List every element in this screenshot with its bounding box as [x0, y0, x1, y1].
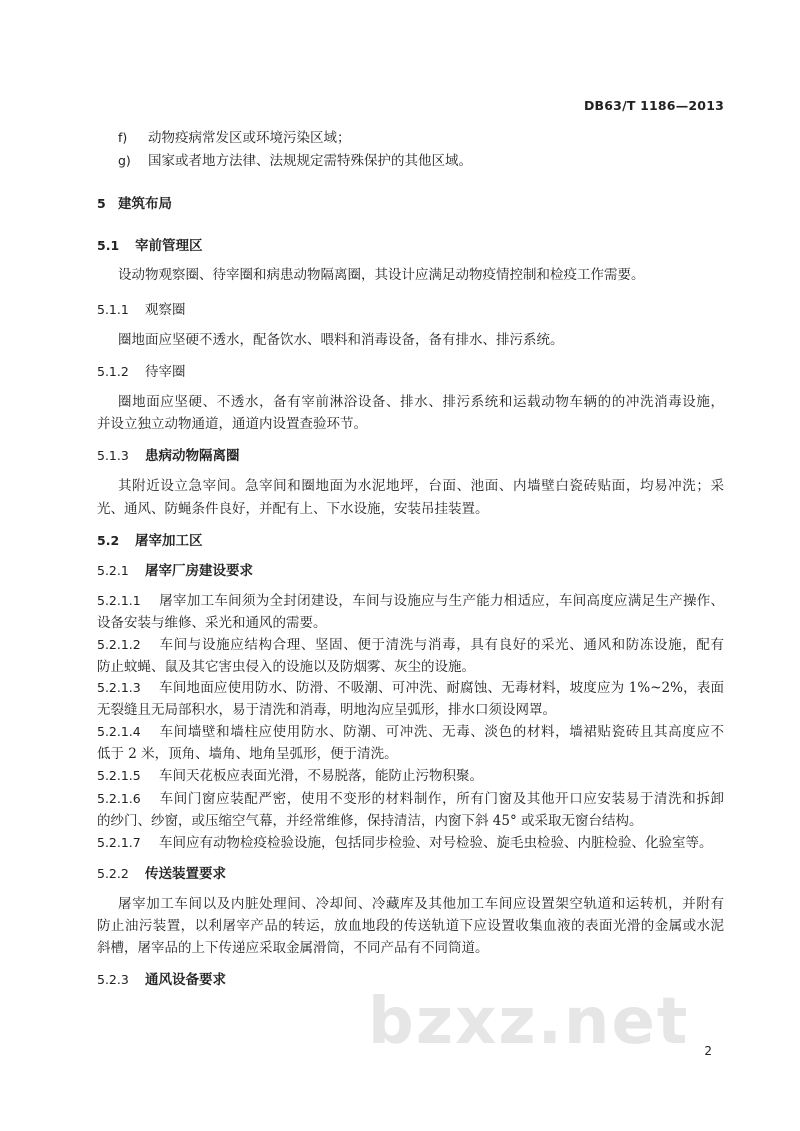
clause-number: 5.2.1.5	[97, 768, 141, 783]
page-number: 2	[704, 1044, 712, 1058]
section-title: 通风设备要求	[145, 972, 226, 988]
section-title: 患病动物隔离圈	[145, 448, 240, 464]
clause-5-2-1-1	[97, 591, 724, 611]
section-5-1-1-heading	[97, 300, 724, 320]
clause-5-2-1-3	[97, 678, 724, 698]
paragraph-line: 并设立独立动物通道，通道内设置查验环节。	[97, 416, 367, 432]
section-title: 屠宰厂房建设要求	[145, 563, 253, 579]
clause-text: 车间与设施应结构合理、坚固、便于清洗与消毒，具有良好的采光、通风和防冻设施，配有	[159, 637, 724, 653]
section-5-1-heading	[97, 236, 724, 256]
section-title: 宰前管理区	[135, 238, 203, 254]
section-title: 传送装置要求	[145, 866, 226, 882]
clause-text: 车间天花板应表面光滑，不易脱落，能防止污物积聚。	[159, 768, 483, 784]
paragraph: 设动物观察圈、待宰圈和病患动物隔离圈，其设计应满足动物疫情控制和检疫工作需要。	[118, 267, 645, 283]
clause-number: 5.2.1.3	[97, 680, 141, 695]
clause-text: 车间应有动物检疫检验设施，包括同步检验、对号检验、旋毛虫检验、内脏检验、化验室等。	[159, 835, 713, 851]
clause-number: 5.2.1.6	[97, 791, 141, 806]
section-title: 观察圈	[145, 302, 186, 318]
section-title: 建筑布局	[118, 196, 172, 212]
paragraph-line: 低于 2 米，顶角、墙角、地角呈弧形，便于清洗。	[97, 746, 398, 762]
list-text: 国家或者地方法律、法规规定需特殊保护的其他区域。	[148, 153, 472, 169]
section-number: 5.1.2	[97, 364, 129, 379]
list-item-g	[118, 151, 724, 171]
clause-number: 5.2.1.1	[97, 593, 141, 608]
paragraph-line: 屠宰加工车间以及内脏处理间、冷却间、冷藏库及其他加工车间应设置架空轨道和运转机，并附有	[118, 896, 724, 912]
section-number: 5.2.2	[97, 866, 129, 881]
section-number: 5.1.1	[97, 302, 129, 317]
section-5-2-1-heading	[97, 561, 724, 581]
list-label: f)	[118, 130, 128, 145]
list-label: g)	[118, 153, 131, 168]
clause-5-2-1-4	[97, 722, 724, 742]
clause-number: 5.2.1.4	[97, 724, 141, 739]
section-number: 5.2	[97, 533, 120, 548]
clause-5-2-1-5	[97, 766, 724, 786]
clause-5-2-1-6	[97, 789, 724, 809]
clause-number: 5.2.1.7	[97, 835, 141, 850]
paragraph-line: 防止蚊蝇、鼠及其它害虫侵入的设施以及防烟雾、灰尘的设施。	[97, 659, 475, 675]
paragraph-line: 的纱门、纱窗，或压缩空气幕，并经常维修，保持清洁，内窗下斜 45° 或采取无窗台结构。	[97, 813, 643, 829]
paragraph-line: 斜槽，屠宰品的上下传递应采取金属滑筒，不同产品有不同筒道。	[97, 940, 489, 956]
section-number: 5.2.3	[97, 972, 129, 987]
section-number: 5.2.1	[97, 563, 129, 578]
clause-text: 车间门窗应装配严密，使用不变形的材料制作，所有门窗及其他开口应安装易于清洗和拆卸	[159, 791, 724, 807]
section-title: 屠宰加工区	[135, 533, 203, 549]
clause-5-2-1-2	[97, 635, 724, 655]
section-number: 5.1	[97, 238, 120, 253]
watermark: bzxz.net	[368, 985, 690, 1059]
paragraph-line: 光、通风、防蝇条件良好，并配有上、下水设施，安装吊挂装置。	[97, 501, 489, 517]
paragraph-line: 无裂缝且无局部积水，易于清洗和消毒，明地沟应呈弧形，排水口须设网罩。	[97, 702, 556, 718]
section-title: 待宰圈	[145, 364, 186, 380]
paragraph-line: 圈地面应坚硬、不透水，备有宰前淋浴设备、排水、排污系统和运载动物车辆的的冲洗消毒设施，	[118, 394, 724, 410]
section-5-1-2-heading	[97, 362, 724, 382]
paragraph-line: 防止油污装置，以利屠宰产品的转运，放血地段的传送轨道下应设置收集血液的表面光滑的金属或水泥	[97, 918, 724, 934]
list-text: 动物疫病常发区或环境污染区域；	[148, 130, 351, 146]
document-code: DB63/T 1186—2013	[583, 98, 724, 113]
paragraph: 圈地面应坚硬不透水，配备饮水、喂料和消毒设备，备有排水、排污系统。	[118, 332, 564, 348]
clause-text: 屠宰加工车间须为全封闭建设，车间与设施应与生产能力相适应，车间高度应满足生产操作、	[159, 593, 724, 609]
section-5-2-2-heading	[97, 864, 724, 884]
section-number: 5.1.3	[97, 448, 129, 463]
section-5-1-3-heading	[97, 446, 724, 466]
section-5-2-heading	[97, 531, 724, 551]
clause-text: 车间地面应使用防水、防滑、不吸潮、可冲洗、耐腐蚀、无毒材料，坡度应为 1%~2%，表面	[159, 680, 724, 696]
clause-text: 车间墙壁和墙柱应使用防水、防潮、可冲洗、无毒、淡色的材料，墙裙贴瓷砖且其高度应不	[159, 724, 724, 740]
paragraph-line: 其附近设立急宰间。急宰间和圈地面为水泥地坪，台面、池面、内墙壁白瓷砖贴面，均易冲洗；采	[118, 478, 724, 494]
list-item-f	[118, 128, 724, 148]
section-number: 5	[97, 196, 106, 211]
clause-number: 5.2.1.2	[97, 637, 141, 652]
section-5-heading	[97, 194, 724, 214]
paragraph-line: 设备安装与维修、采光和通风的需要。	[97, 615, 327, 631]
clause-5-2-1-7	[97, 833, 724, 853]
